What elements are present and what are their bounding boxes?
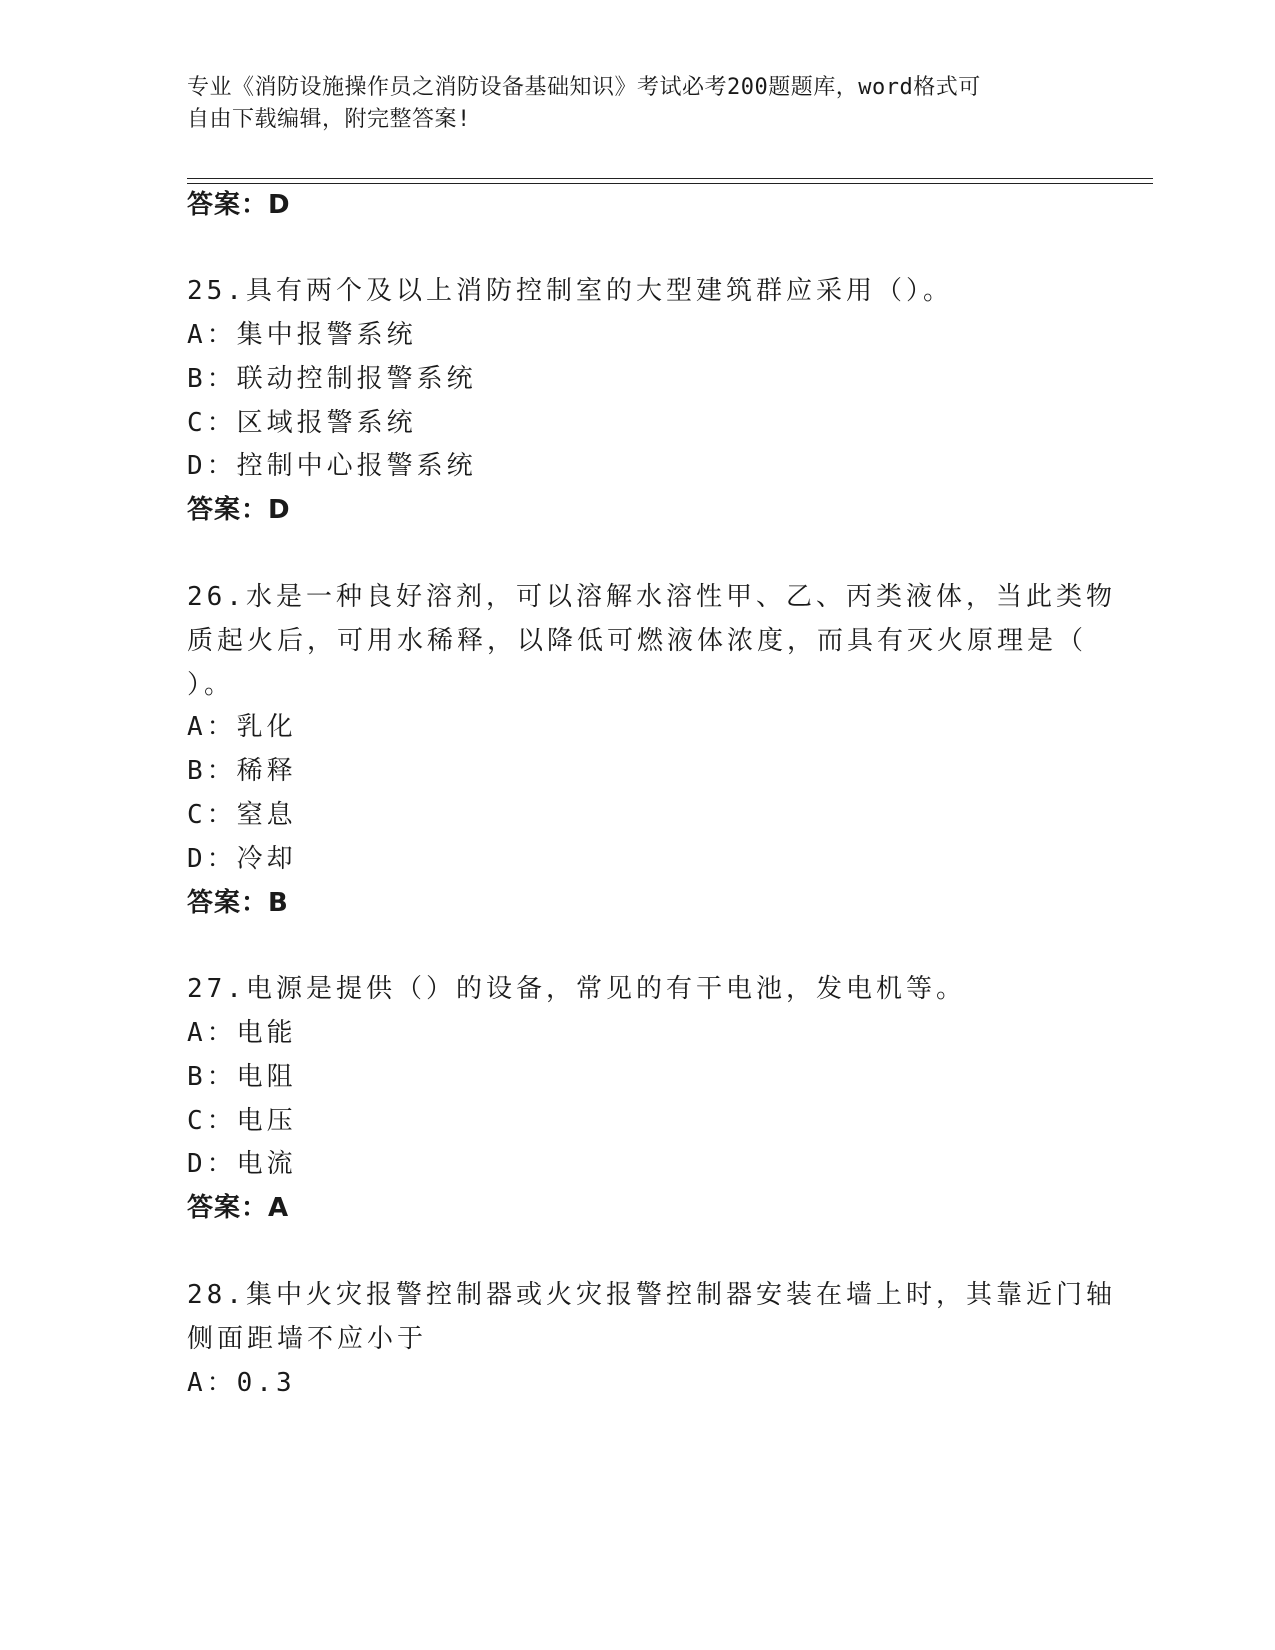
question-27-answer: 答案：A bbox=[187, 1193, 290, 1223]
question-26-stem-line-2: 质起火后，可用水稀释，以降低可燃液体浓度，而具有灭火原理是（ bbox=[187, 626, 1088, 656]
question-25-option-a: A：集中报警系统 bbox=[187, 320, 417, 350]
question-27-option-c: C：电压 bbox=[187, 1106, 297, 1136]
question-26-stem-line-1: 26.水是一种良好溶剂，可以溶解水溶性甲、乙、丙类液体，当此类物 bbox=[187, 582, 1116, 612]
header-rule-top bbox=[187, 178, 1153, 179]
question-25-answer: 答案：D bbox=[187, 495, 291, 525]
question-27-option-d: D：电流 bbox=[187, 1149, 297, 1179]
header-line-1: 专业《消防设施操作员之消防设备基础知识》考试必考200题题库，word格式可 bbox=[187, 75, 981, 100]
question-28-stem-line-1: 28.集中火灾报警控制器或火灾报警控制器安装在墙上时，其靠近门轴 bbox=[187, 1280, 1116, 1310]
question-26-option-c: C：窒息 bbox=[187, 800, 297, 830]
question-26-stem-line-3: ）。 bbox=[187, 670, 235, 700]
document-header bbox=[187, 72, 1067, 136]
question-26-answer: 答案：B bbox=[187, 888, 289, 918]
question-26-option-a: A：乳化 bbox=[187, 712, 297, 742]
question-26-option-b: B：稀释 bbox=[187, 756, 297, 786]
question-28-option-a: A：0.3 bbox=[187, 1368, 296, 1398]
header-rule-bottom bbox=[187, 183, 1153, 184]
question-27-option-b: B：电阻 bbox=[187, 1062, 297, 1092]
question-25-option-d: D：控制中心报警系统 bbox=[187, 451, 477, 481]
question-25-option-c: C：区域报警系统 bbox=[187, 408, 417, 438]
question-25-option-b: B：联动控制报警系统 bbox=[187, 364, 477, 394]
question-27-option-a: A：电能 bbox=[187, 1018, 297, 1048]
previous-answer: 答案：D bbox=[187, 190, 291, 220]
question-27-stem: 27.电源是提供（）的设备，常见的有干电池，发电机等。 bbox=[187, 974, 966, 1004]
question-25-stem: 25.具有两个及以上消防控制室的大型建筑群应采用（）。 bbox=[187, 276, 953, 306]
question-26-option-d: D：冷却 bbox=[187, 844, 297, 874]
question-28-stem-line-2: 侧面距墙不应小于 bbox=[187, 1324, 428, 1354]
header-line-2: 自由下载编辑，附完整答案! bbox=[187, 107, 471, 132]
